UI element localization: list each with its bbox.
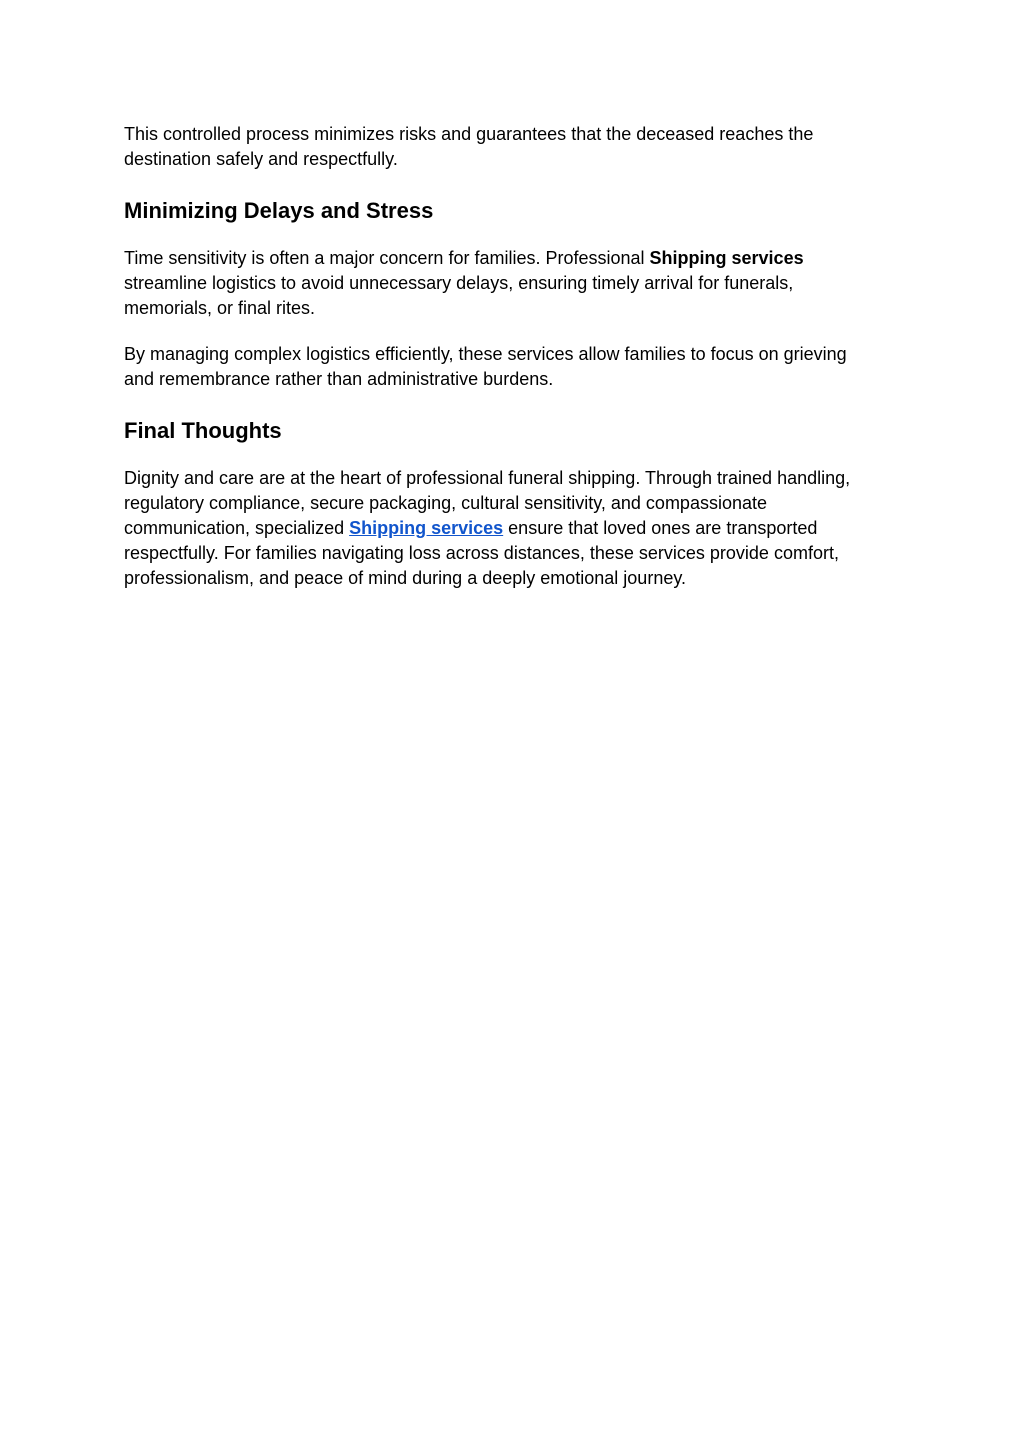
heading-final-thoughts: Final Thoughts — [124, 418, 282, 443]
text: ensure that loved ones are transported — [503, 518, 818, 538]
text-line: memorials, or final rites. — [124, 298, 316, 318]
text: communication, specialized — [124, 518, 350, 538]
paragraph-managing-logistics — [124, 342, 924, 392]
text-line: respectfully. For families navigating loss across distances, these services provide comfort, — [124, 543, 839, 563]
text-line: By managing complex logistics efficiently, these services allow families to focus on grieving — [124, 344, 847, 364]
text-line: destination safely and respectfully. — [124, 149, 398, 169]
text-line: streamline logistics to avoid unnecessary delays, ensuring timely arrival for funerals, — [124, 273, 794, 293]
text-line: and remembrance rather than administrative burdens. — [124, 369, 554, 389]
text-line: This controlled process minimizes risks and guarantees that the deceased reaches the — [124, 124, 814, 144]
text-line: regulatory compliance, secure packaging, cultural sensitivity, and compassionate — [124, 493, 767, 513]
shipping-services-link[interactable]: Shipping services — [349, 518, 504, 538]
paragraph-final-thoughts — [124, 466, 924, 591]
text-line: Dignity and care are at the heart of professional funeral shipping. Through trained handling, — [124, 468, 851, 488]
text: Time sensitivity is often a major concern for families. Professional — [124, 248, 650, 268]
text-line — [124, 516, 924, 541]
paragraph-controlled-process — [124, 122, 924, 172]
text-line — [124, 246, 924, 271]
paragraph-time-sensitivity — [124, 246, 924, 321]
bold-term: Shipping services — [649, 248, 804, 268]
text-line: professionalism, and peace of mind during a deeply emotional journey. — [124, 568, 686, 588]
heading-minimizing-delays: Minimizing Delays and Stress — [124, 198, 434, 223]
